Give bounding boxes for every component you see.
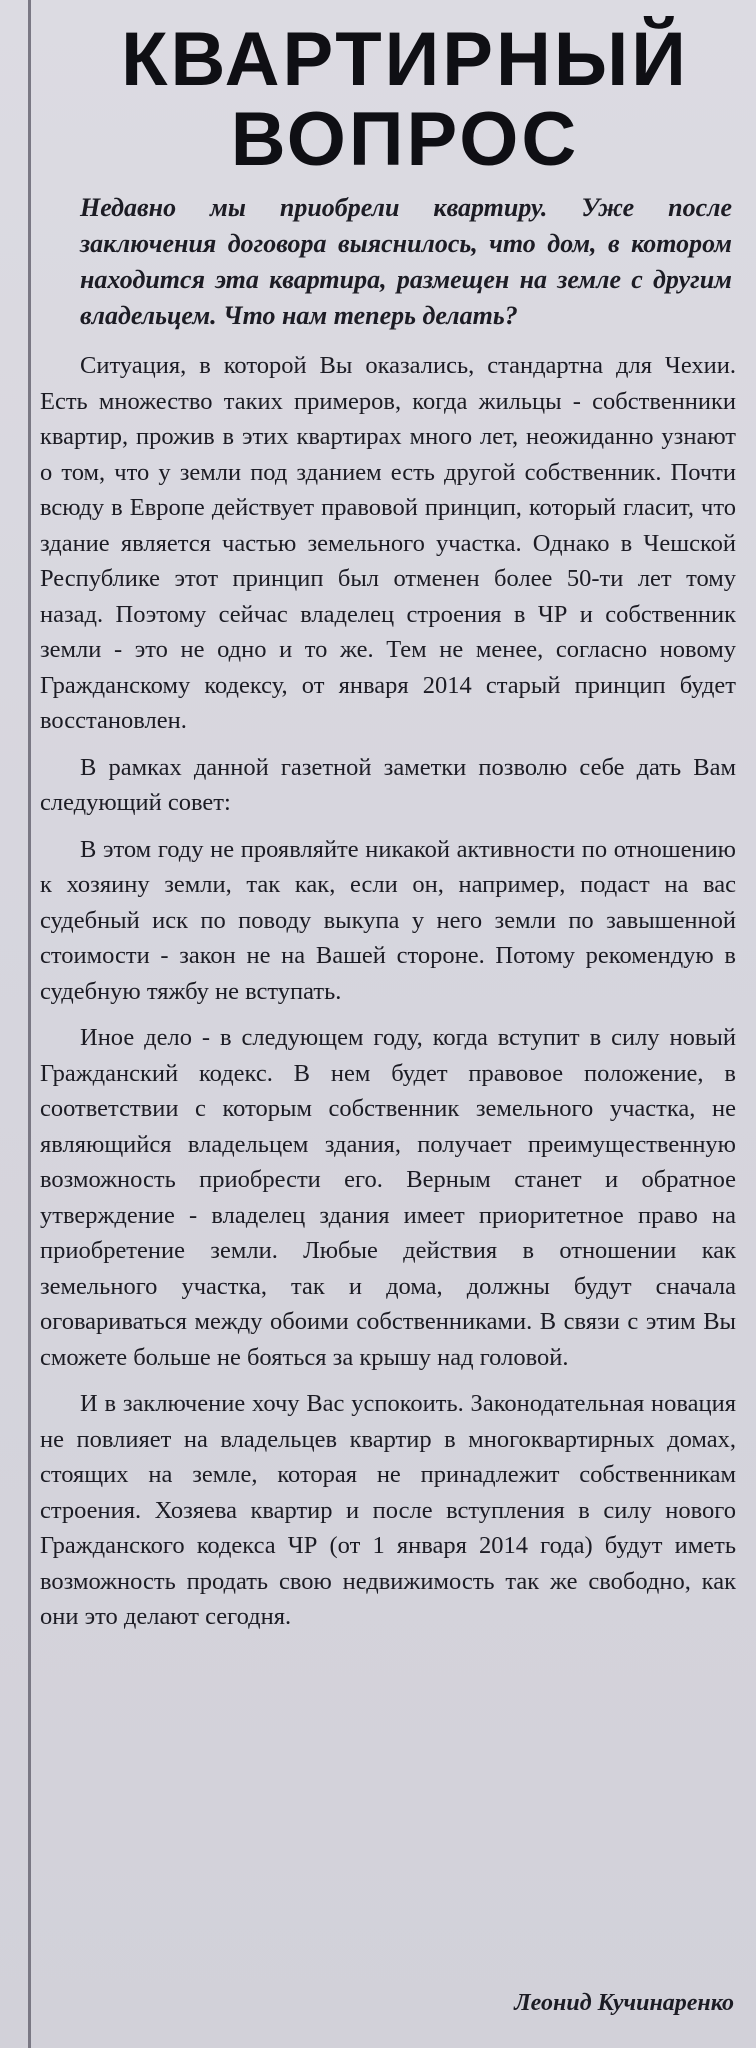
paragraph-1: Ситуация, в которой Вы оказались, стандартна для Чехии. Есть множество таких примеров, когда жильцы - собственники квартир, прожив в этих квартирах много лет, неожиданно узнают о том, что у земли под зданием есть другой собственник. Почти всюду в Европе действует правовой принцип, который гласит, что здание является частью земельного участка. Однако в Чешской Республике этот принцип был отменен более 50-ти лет тому назад. Поэтому сейчас владелец строения в ЧР и собственник земли - это не одно и то же. Тем не менее, согласно новому Гражданскому кодексу, от января 2014 старый принцип будет восстановлен. — [40, 352, 736, 734]
paragraph-5: И в заключение хочу Вас успокоить. Законодательная новация не повлияет на владельцев квартир в многоквартирных домах, стоящих на земле, которая не принадлежит собственникам строения. Хозяева квартир и после вступления в силу нового Гражданского кодекса ЧР (от 1 января 2014 года) будут иметь возможность продать свою недвижимость так же свободно, как они это делают сегодня. — [40, 1390, 736, 1630]
title-line-1: КВАРТИРНЫЙ — [121, 17, 689, 102]
article-title — [60, 17, 750, 182]
paragraph-3: В этом году не проявляйте никакой активности по отношению к хозяину земли, так как, если он, например, подаст на вас судебный иск по поводу выкупа у него земли по завышенной стоимости - закон не на Вашей стороне. Потому рекомендую в судебную тяжбу не вступать. — [40, 835, 736, 1005]
reader-question: Недавно мы приобрели квартиру. Уже после заключения договора выяснилось, что дом, в котором находится эта квартира, размещен на земле с другим владельцем. Что нам теперь делать? — [80, 193, 732, 330]
paragraph-4: Иное дело - в следующем году, когда вступит в силу новый Гражданский кодекс. В нем будет правовое положение, в соответствии с которым собственник земельного участка, не являющийся владельцем здания, получает преимущественную возможность приобрести его. Верным станет и обратное утверждение - владелец здания имеет приоритетное право на приобретение земли. Любые действия в отношении как земельного участка, так и дома, должны будут сначала оговариваться между обоими собственниками. В связи с этим Вы сможете больше не бояться за крышу над головой. — [40, 1024, 736, 1371]
author-signature: Леонид Кучинаренко — [514, 1990, 734, 2016]
paragraph-2: В рамках данной газетной заметки позволю себе дать Вам следующий совет: — [40, 753, 736, 816]
article-body — [40, 348, 736, 1646]
column-divider — [28, 0, 31, 2048]
title-line-2: ВОПРОС — [230, 97, 580, 182]
